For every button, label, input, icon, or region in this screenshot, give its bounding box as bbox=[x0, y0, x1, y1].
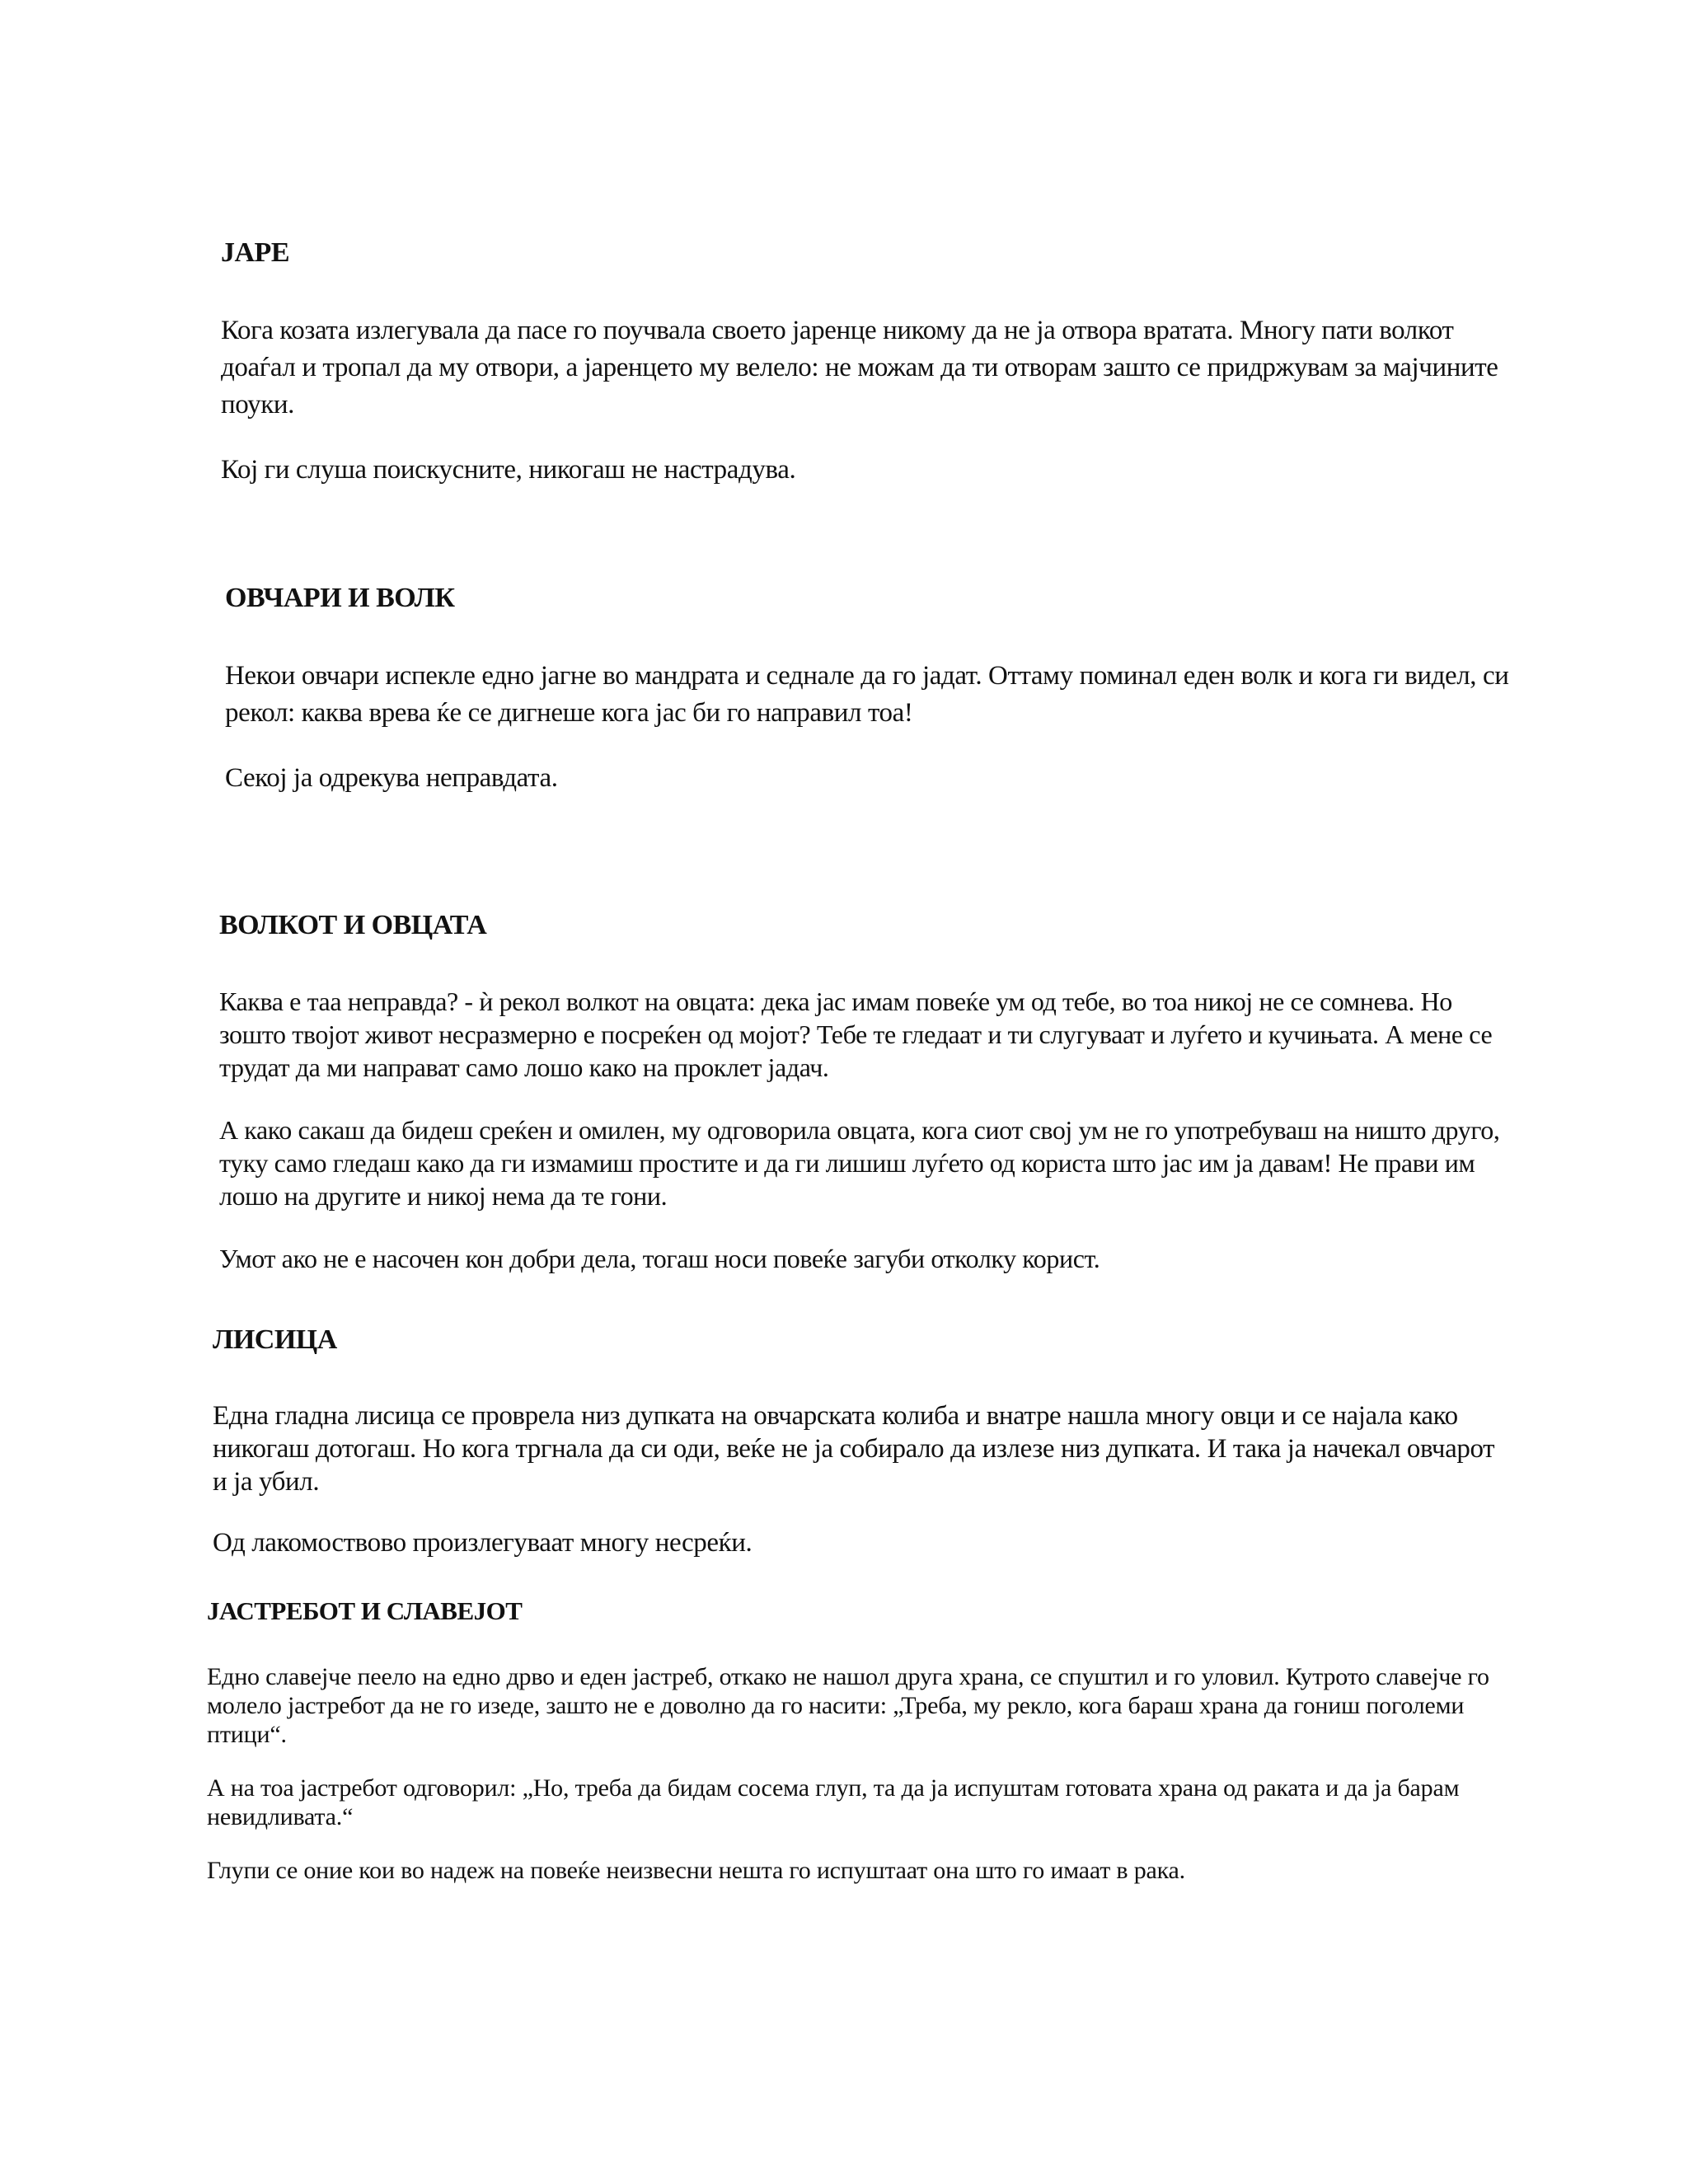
fable-paragraph: А како сакаш да бидеш среќен и омилен, му одговорила овцата, кога сиот свој ум не го употребуваш на ништо друго, туку само гледаш како да ги измамиш простите и да ги лишиш луѓето од користа што јас им ја давам! Не прави им лошо на другите и никој нема да те гони. bbox=[219, 1115, 1500, 1211]
fable-paragraph: Некои овчари испекле едно јагне во мандрата и седнале да го јадат. Оттаму поминал еден волк и кога ги видел, си рекол: каква врева ќе се дигнеше кога јас би го направил тоа! bbox=[225, 661, 1509, 728]
fable-title: ЛИСИЦА bbox=[213, 1324, 337, 1355]
fable-paragraph: Каква е таа неправда? - ѝ рекол волкот на овцата: дека јас имам повеќе ум од тебе, во тоа никој не се сомнева. Но зошто твојот живот несразмерно е посреќен од мојот? Тебе те гледаат и ти слугуваат и луѓето и кучињата. А мене се трудат да ми направат само лошо како на проклет јадач. bbox=[219, 987, 1493, 1082]
fable-moral: Од лакомоствово произлегуваат многу несреќи. bbox=[213, 1528, 753, 1558]
fable-paragraph: Едно славејче пеело на едно дрво и еден јастреб, откако не нашол друга храна, се спуштил и го уловил. Кутрото славејче го молело јастребот да не го изеде, зашто не е доволно да го насити: „Треба, му рекло, кога бараш храна да гониш поголеми птици“. bbox=[207, 1663, 1489, 1748]
fable-moral: Секој ја одрекува неправдата. bbox=[225, 763, 558, 793]
fable-jastrebot-i-slavejot bbox=[207, 1595, 1517, 1885]
fable-paragraph: Кога козата излегувала да пасе го поучвала своето јаренце никому да не ја отвора вратата. Многу пати волкот доаѓал и тропал да му отвори, а јаренцето му велело: не можам да ти отворам зашто се придржувам за мајчините поуки. bbox=[221, 316, 1498, 419]
fable-title: ОВЧАРИ И ВОЛК bbox=[225, 583, 455, 613]
fable-paragraph: Една гладна лисица се проврела низ дупката на овчарската колиба и внатре нашла многу овци и се најала како никогаш дотогаш. Но кога тргнала да си оди, веќе не ја собирало да излезе низ дупката. И така ја начекал овчарот и ја убил. bbox=[213, 1401, 1495, 1497]
fable-paragraph: А на тоа јастребот одговорил: „Но, треба да бидам сосема глуп, та да ја испуштам готовата храна од раката и да ја барам невидливата.“ bbox=[207, 1774, 1460, 1830]
fable-ovchari-i-volk bbox=[225, 582, 1511, 797]
fable-title: ЈАРЕ bbox=[221, 237, 289, 268]
fable-moral: Кој ги слуша поискусните, никогаш не настрадува. bbox=[221, 455, 796, 485]
fable-title: ВОЛКОТ И ОВЦАТА bbox=[219, 910, 487, 940]
fable-volkot-i-ovcata bbox=[219, 909, 1505, 1275]
fable-jare bbox=[221, 237, 1507, 489]
fable-title: ЈАСТРЕБОТ И СЛАВЕЈОТ bbox=[207, 1596, 523, 1625]
fable-moral: Глупи се оние кои во надеж на повеќе неизвесни нешта го испуштаат она што го имаат в рака. bbox=[207, 1857, 1185, 1884]
fable-moral: Умот ако не е насочен кон добри дела, тогаш носи повеќе загуби отколку корист. bbox=[219, 1244, 1100, 1273]
fable-lisica bbox=[213, 1324, 1515, 1559]
